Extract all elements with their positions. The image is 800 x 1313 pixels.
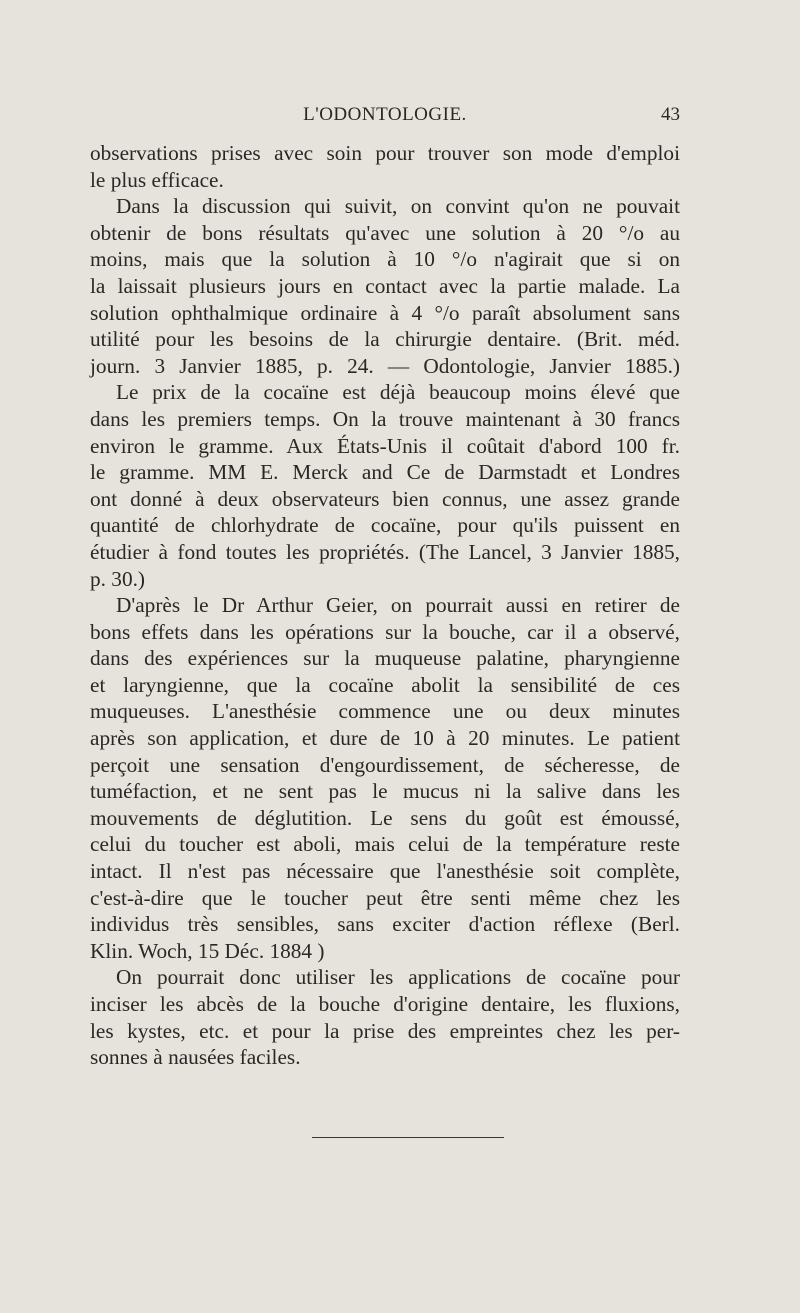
text-line: étudier à fond toutes les propriétés. (The Lancel, 3 Janvier 1885, <box>90 539 680 564</box>
text-line: c'est-à-dire que le toucher peut être senti même chez les <box>90 885 680 910</box>
text-line: les kystes, etc. et pour la prise des empreintes chez les per- <box>90 1018 680 1043</box>
text-line: observations prises avec soin pour trouver son mode d'emploi <box>90 141 680 165</box>
text-line: D'après le Dr Arthur Geier, on pourrait aussi en retirer de <box>116 593 680 618</box>
text-line: inciser les abcès de la bouche d'origine dentaire, les fluxions, <box>90 992 680 1016</box>
text-line: celui du toucher est aboli, mais celui de la température reste <box>90 832 680 857</box>
end-rule <box>312 1137 504 1138</box>
running-title: L'ODONTOLOGIE. <box>303 104 467 125</box>
text-line: perçoit une sensation d'engourdissement, de sécheresse, de <box>90 752 680 777</box>
text-line: quantité de chlorhydrate de cocaïne, pour qu'ils puissent en <box>90 513 680 538</box>
text-line: après son application, et dure de 10 à 20 minutes. Le patient <box>90 726 680 751</box>
text-line: muqueuses. L'anesthésie commence une ou deux minutes <box>90 699 680 724</box>
text-line: Klin. Woch, 15 Déc. 1884 ) <box>90 938 325 963</box>
page-header <box>90 104 680 132</box>
text-line: On pourrait donc utiliser les applications de cocaïne pour <box>116 965 680 990</box>
text-line: ont donné à deux observateurs bien connus, une assez grande <box>90 486 680 511</box>
text-line: bons effets dans les opérations sur la bouche, car il a observé, <box>90 619 680 644</box>
text-line: Le prix de la cocaïne est déjà beaucoup moins élevé que <box>116 380 680 405</box>
page-number: 43 <box>661 104 680 125</box>
text-line: et laryngienne, que la cocaïne abolit la sensibilité de ces <box>90 672 680 697</box>
text-line: le gramme. MM E. Merck and Ce de Darmstadt et Londres <box>90 460 680 485</box>
text-line: le plus efficace. <box>90 167 224 192</box>
text-line: intact. Il n'est pas nécessaire que l'anesthésie soit complète, <box>90 859 680 884</box>
text-line: individus très sensibles, sans exciter d'action réflexe (Berl. <box>90 912 680 937</box>
text-line: dans les premiers temps. On la trouve maintenant à 30 francs <box>90 406 680 431</box>
text-line: environ le gramme. Aux États-Unis il coûtait d'abord 100 fr. <box>90 433 680 458</box>
text-line: sonnes à nausées faciles. <box>90 1045 301 1070</box>
text-line: utilité pour les besoins de la chirurgie dentaire. (Brit. méd. <box>90 327 680 352</box>
text-line: moins, mais que la solution à 10 °/o n'agirait que si on <box>90 247 680 272</box>
text-line: tuméfaction, et ne sent pas le mucus ni la salive dans les <box>90 779 680 804</box>
text-line: p. 30.) <box>90 566 146 591</box>
text-line: solution ophthalmique ordinaire à 4 °/o paraît absolument sans <box>90 300 680 325</box>
text-line: Dans la discussion qui suivit, on convint qu'on ne pouvait <box>116 194 680 219</box>
text-line: la laissait plusieurs jours en contact avec la partie malade. La <box>90 273 680 298</box>
text-line: obtenir de bons résultats qu'avec une solution à 20 °/o au <box>90 220 680 245</box>
text-line: journ. 3 Janvier 1885, p. 24. — Odontologie, Janvier 1885.) <box>90 353 680 378</box>
text-line: mouvements de déglutition. Le sens du goût est émoussé, <box>90 805 680 830</box>
body-text <box>90 140 680 1071</box>
text-line: dans des expériences sur la muqueuse palatine, pharyngienne <box>90 646 680 671</box>
